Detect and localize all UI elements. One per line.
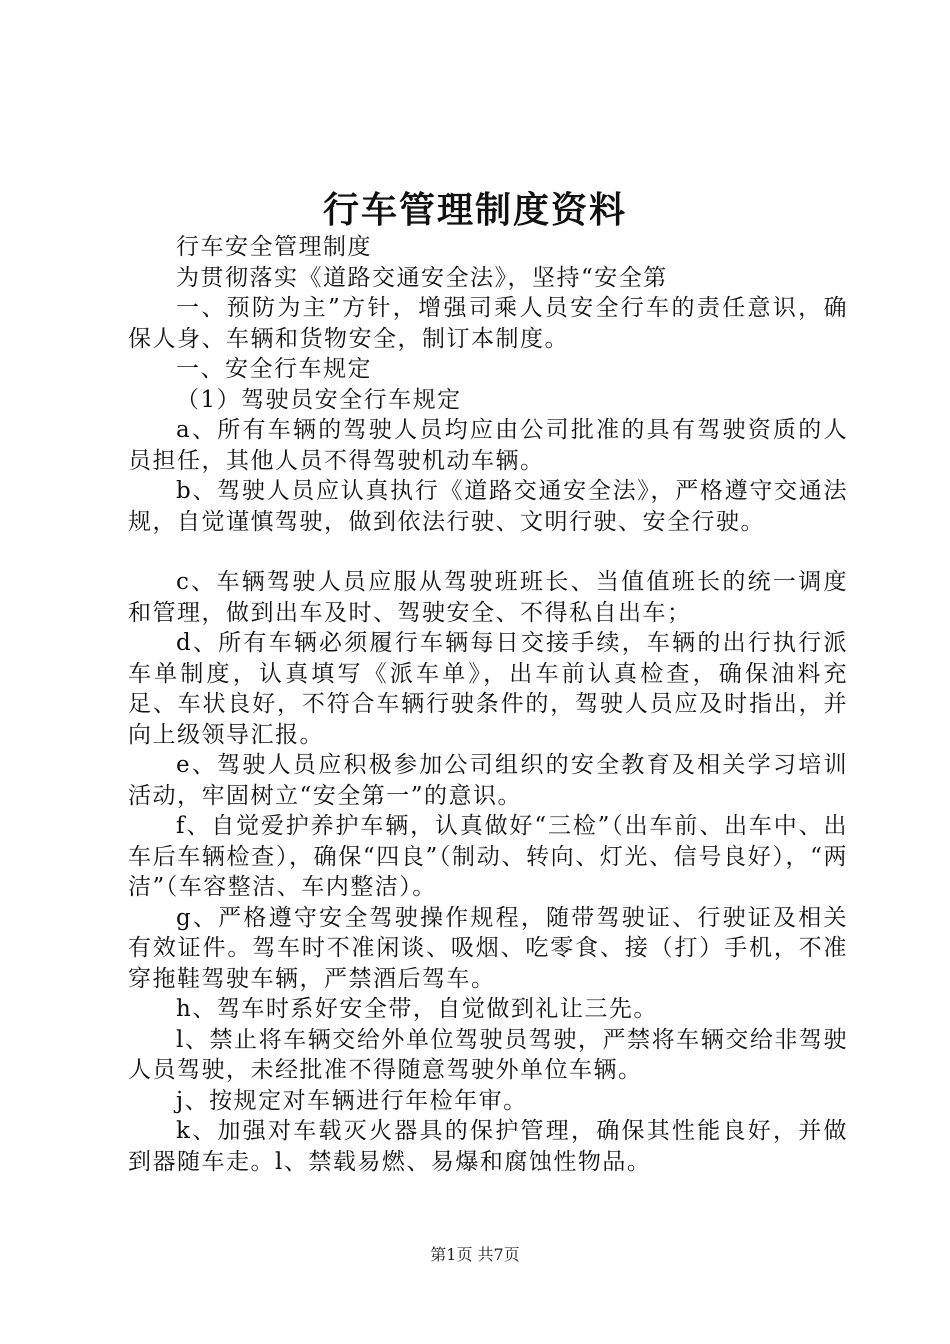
document-title: 行车管理制度资料 xyxy=(322,189,627,231)
paragraph: f、自觉爱护养护车辆，认真做好“三检”（出车前、出车中、出车后车辆检查），确保“四良”（制动、转向、灯光、信号良好），“两洁”（车容整洁、车内整洁）。 xyxy=(128,813,848,900)
paragraph: c、车辆驾驶人员应服从驾驶班班长、当值值班长的统一调度和管理，做到出车及时、驾驶安全、不得私自出车； xyxy=(128,569,848,626)
paragraph: （1）驾驶员安全行车规定 xyxy=(176,386,462,413)
paragraph: a、所有车辆的驾驶人员均应由公司批准的具有驾驶资质的人员担任，其他人员不得驾驶机动车辆。 xyxy=(128,417,848,474)
paragraph: 行车安全管理制度 xyxy=(176,234,372,260)
paragraph: h、驾车时系好安全带，自觉做到礼让三先。 xyxy=(176,996,658,1022)
paragraph: b、驾驶人员应认真执行《道路交通安全法》，严格遵守交通法规，自觉谨慎驾驶，做到依法行驶、文明行驶、安全行驶。 xyxy=(128,478,848,535)
page-footer: 第1页 共7页 xyxy=(430,1245,520,1264)
paragraph: d、所有车辆必须履行车辆每日交接手续，车辆的出行执行派车单制度，认真填写《派车单》，出车前认真检查，确保油料充足、车状良好，不符合车辆行驶条件的，驾驶人员应及时指出，并向上级领导汇报。 xyxy=(128,630,848,748)
paragraph: e、驾驶人员应积极参加公司组织的安全教育及相关学习培训活动，牢固树立“安全第一”的意识。 xyxy=(128,752,848,809)
paragraph: l、禁止将车辆交给外单位驾驶员驾驶，严禁将车辆交给非驾驶人员驾驶，未经批准不得随意驾驶外单位车辆。 xyxy=(128,1026,848,1083)
paragraph: g、严格遵守安全驾驶操作规程，随带驾驶证、行驶证及相关有效证件。驾车时不准闲谈、吸烟、吃零食、接（打）手机，不准穿拖鞋驾驶车辆，严禁酒后驾车。 xyxy=(128,904,848,992)
paragraph: 一、安全行车规定 xyxy=(176,356,372,382)
paragraph: 为贯彻落实《道路交通安全法》，坚持“安全第 xyxy=(176,264,668,291)
paragraph: 一、预防为主”方针，增强司乘人员安全行车的责任意识，确保人身、车辆和货物安全，制订本制度。 xyxy=(128,295,848,352)
paragraph: k、加强对车载灭火器具的保护管理，确保其性能良好，并做到器随车走。l、禁载易燃、易爆和腐蚀性物品。 xyxy=(128,1118,848,1175)
document-body xyxy=(128,232,848,1177)
paragraph: j、按规定对车辆进行年检年审。 xyxy=(176,1087,528,1114)
